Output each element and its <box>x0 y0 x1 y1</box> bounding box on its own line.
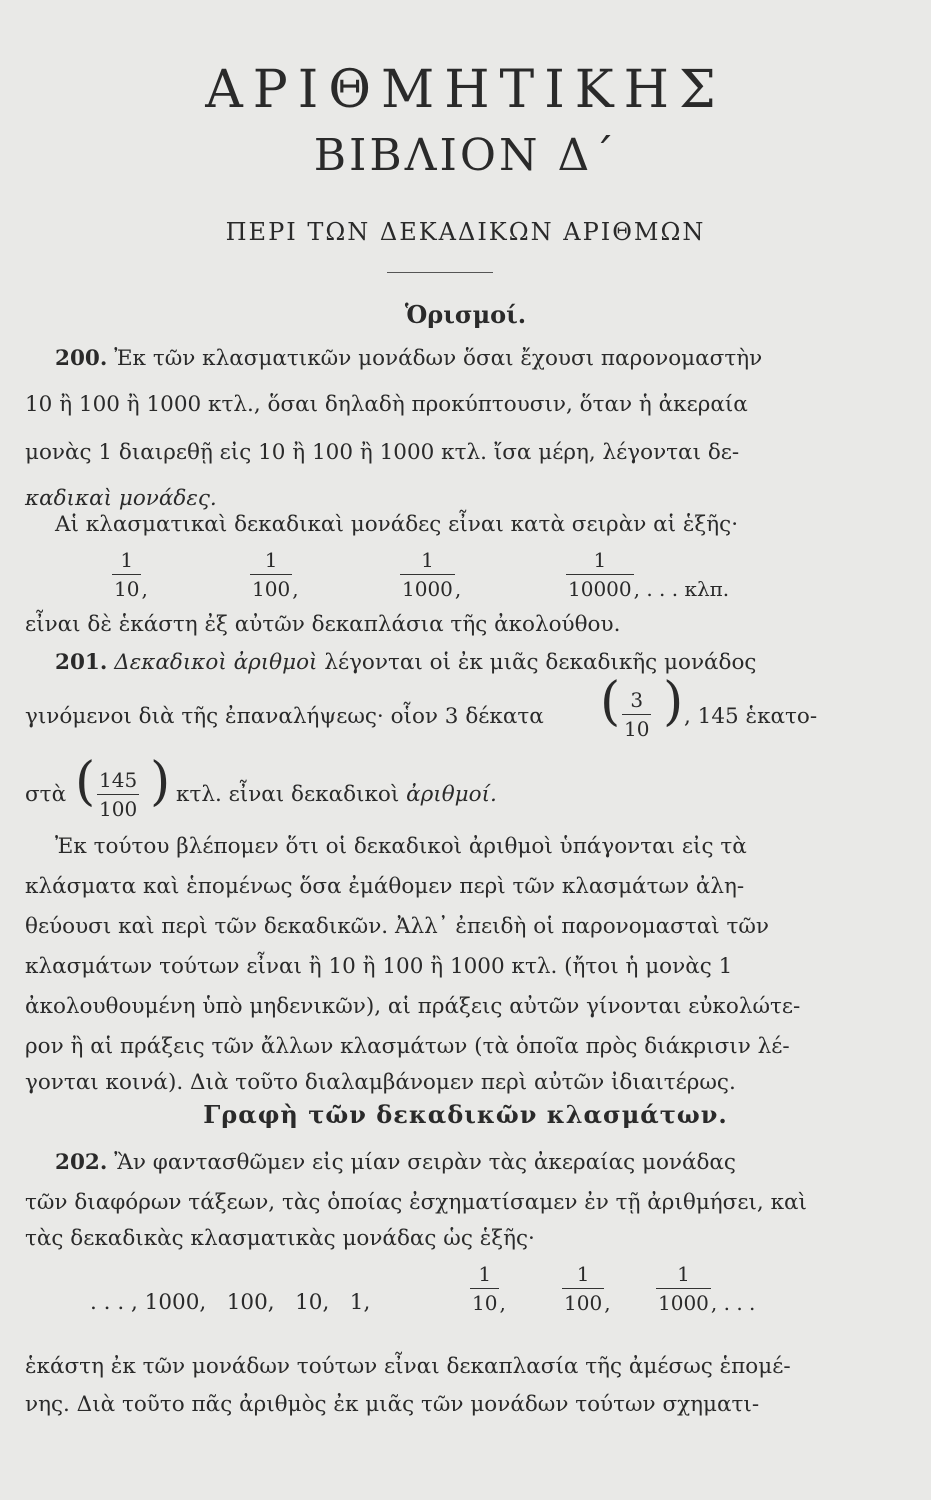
left-parenthesis: ( <box>75 752 96 812</box>
paragraph-202-line-1: 202. Ἂν φαντασθῶμεν εἰς μίαν σειρὰν τὰς ἀκεραίας μονάδας <box>55 1150 736 1175</box>
fraction-3-10: $\frac{3}{10}$ <box>624 688 650 741</box>
fraction-1-100: 1 100 , <box>564 1262 611 1315</box>
book-title: ΑΡΙΘΜΗΤΙΚΗΣ <box>205 60 726 120</box>
paragraph-202-line-4: ἑκάστη ἐκ τῶν μονάδων τούτων εἶναι δεκαπλασία τῆς ἀμέσως ἑπομέ- <box>25 1354 791 1379</box>
paragraph-200-line-1: 200. Ἐκ τῶν κλασματικῶν μονάδων ὅσαι ἔχουσι παρονομαστὴν <box>55 346 763 371</box>
fraction-1-100: 1 100 , <box>252 548 299 601</box>
chapter-title: ΠΕΡΙ ΤΩΝ ΔΕΚΑΔΙΚΩΝ ΑΡΙΘΜΩΝ <box>225 218 706 246</box>
paragraph-number: 201. <box>55 650 108 675</box>
paragraph-201-body-line-5: ἀκολουθουμένη ὑπὸ μηδενικῶν), αἱ πράξεις αὐτῶν γίνονται εὐκολώτε- <box>25 994 801 1019</box>
right-parenthesis: ) <box>150 752 171 812</box>
paragraph-200-line-3: μονὰς 1 διαιρεθῇ εἰς 10 ἢ 100 ἢ 1000 κτλ. ἴσα μέρη, λέγονται δε- <box>25 440 740 465</box>
paragraph-201-line-3-start: στὰ <box>25 782 67 807</box>
paragraph-201-body-line-2: κλάσματα καὶ ἑπομένως ὅσα ἐμάθομεν περὶ τῶν κλασμάτων ἀλη- <box>25 874 745 899</box>
paragraph-200-line-2: 10 ἢ 100 ἢ 1000 κτλ., ὅσαι δηλαδὴ προκύπτουσιν, ὅταν ἡ ἀκεραία <box>25 392 748 417</box>
paragraph-201-line-2-tail: , 145 ἑκατο- <box>684 704 818 729</box>
paragraph-number: 202. <box>55 1150 108 1175</box>
right-parenthesis: ) <box>663 672 684 732</box>
section-heading-decimal-writing: Γραφὴ τῶν δεκαδικῶν κλασμάτων. <box>203 1100 728 1129</box>
fraction-1-10000: 1 10000 , . . . κλπ. <box>568 548 730 601</box>
paragraph-201-body-line-3: θεύουσι καὶ περὶ τῶν δεκαδικῶν. Ἀλλ᾽ ἐπειδὴ οἱ παρονομασταὶ τῶν <box>25 914 770 939</box>
paragraph-200-line-5: Αἱ κλασματικαὶ δεκαδικαὶ μονάδες εἶναι κατὰ σειρὰν αἱ ἑξῆς· <box>55 512 739 537</box>
section-heading-definitions: Ὁρισμοί. <box>404 300 527 329</box>
paragraph-201-body-line-4: κλασμάτων τούτων εἶναι ἢ 10 ἢ 100 ἢ 1000 κτλ. (ἤτοι ἡ μονὰς 1 <box>25 954 733 979</box>
paragraph-number: 200. <box>55 346 108 371</box>
paragraph-200-line-4: καδικαὶ μονάδες. <box>25 486 217 511</box>
paragraph-201-body-line-1: Ἐκ τούτου βλέπομεν ὅτι οἱ δεκαδικοὶ ἀριθμοὶ ὑπάγονται εἰς τὰ <box>55 834 747 859</box>
paragraph-201-body-line-6: ρον ἢ αἱ πράξεις τῶν ἄλλων κλασμάτων (τὰ ὁποῖα πρὸς διάκρισιν λέ- <box>25 1034 790 1059</box>
fraction-145-100: $\frac{145}{100}$ <box>99 768 138 821</box>
paragraph-201-line-1: 201. Δεκαδικοὶ ἀριθμοὶ λέγονται οἱ ἐκ μιᾶς δεκαδικῆς μονάδος <box>55 650 757 675</box>
fraction-1-1000: 1 1000 , <box>402 548 462 601</box>
fraction-1-10: 1 10 , <box>472 1262 506 1315</box>
paragraph-202-line-2: τῶν διαφόρων τάξεων, τὰς ὁποίας ἐσχηματίσαμεν ἐν τῇ ἀριθμήσει, καὶ <box>25 1190 807 1215</box>
fraction-1-1000: 1 1000 , . . . <box>658 1262 756 1315</box>
left-parenthesis: ( <box>600 672 621 732</box>
book-part-title: ΒΙΒΛΙΟΝ Δ΄ <box>313 130 618 181</box>
paragraph-202-line-3: τὰς δεκαδικὰς κλασματικὰς μονάδας ὡς ἑξῆς· <box>25 1226 535 1251</box>
paragraph-201-line-3: κτλ. εἶναι δεκαδικοὶ ἀριθμοί. <box>176 782 497 807</box>
paragraph-201-line-2: γινόμενοι διὰ τῆς ἐπαναλήψεως· οἷον 3 δέκατα <box>25 704 544 729</box>
integer-unit-series: . . . , 1000, 100, 10, 1, <box>90 1290 371 1315</box>
paragraph-200-line-6: εἶναι δὲ ἑκάστη ἐξ αὐτῶν δεκαπλάσια τῆς ἀκολούθου. <box>25 612 621 637</box>
fraction-1-10: 1 10 , <box>114 548 148 601</box>
paragraph-201-body-line-7: γονται κοινά). Διὰ τοῦτο διαλαμβάνομεν περὶ αὐτῶν ἰδιαιτέρως. <box>25 1070 736 1095</box>
title-divider <box>387 272 493 273</box>
paragraph-202-line-5: νης. Διὰ τοῦτο πᾶς ἀριθμὸς ἐκ μιᾶς τῶν μονάδων τούτων σχηματι- <box>25 1392 760 1417</box>
